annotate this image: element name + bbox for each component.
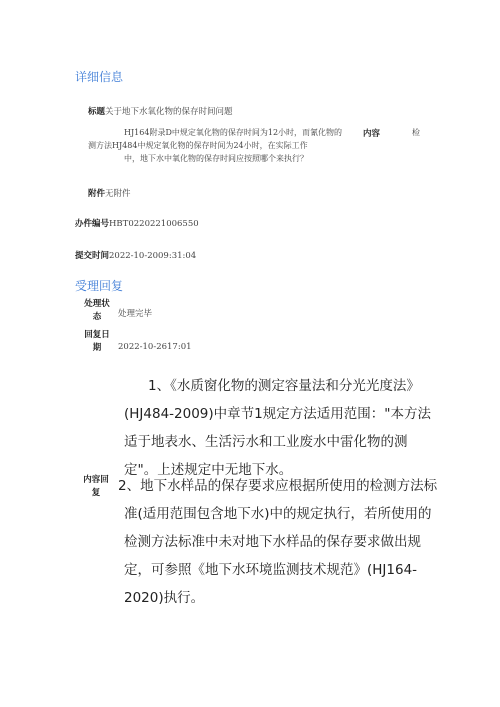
reply-line-8: 定，可参照《地下水环境监测技术规范》(HJ164- bbox=[124, 562, 418, 578]
content-label: 内容 bbox=[363, 129, 381, 139]
submit-time-value: 2022-10-2009:31:04 bbox=[109, 251, 197, 261]
submit-time-label: 提交时间 bbox=[75, 251, 110, 261]
reply-content-label: 内容回 复 bbox=[83, 475, 109, 498]
content-line-2: 测方法HJ484中规定氧化物的保存时间为24小时，在实际工作 bbox=[88, 141, 308, 150]
office-no-value: HBT0220221006550 bbox=[109, 219, 199, 229]
attachment-value: 无附件 bbox=[105, 189, 131, 199]
reply-line-5: 2、地下水样品的保存要求应根据所使用的检测方法标 bbox=[118, 478, 438, 494]
reply-line-6: 准(适用范围包含地下水)中的规定执行，若所使用的 bbox=[124, 506, 432, 522]
title-row bbox=[88, 99, 233, 118]
content-line-3: 中，地下水中氧化物的保存时间应按照哪个来执行？ bbox=[124, 154, 308, 163]
reply-line-4: 定"。上述规定中无地下水。 bbox=[124, 462, 293, 478]
reply-date-value: 2022-10-2617:01 bbox=[118, 342, 192, 352]
attachment-label: 附件 bbox=[88, 189, 106, 199]
reply-line-2: (HJ484-2009)中章节1规定方法适用范围："本方法 bbox=[124, 406, 431, 422]
status-value: 处理完毕 bbox=[118, 309, 153, 319]
detail-section-title: 详细信息 bbox=[75, 70, 124, 84]
office-no-label: 办件编号 bbox=[75, 219, 110, 229]
reply-line-1: 1、《水质窗化物的测定容量法和分光光度法》 bbox=[148, 378, 420, 394]
reply-date-label: 回复日 期 bbox=[84, 330, 110, 353]
office-no-row bbox=[75, 211, 199, 230]
status-label: 处理状 态 bbox=[84, 299, 110, 322]
content-tail: 检 bbox=[412, 128, 420, 137]
content-line-1: HJ164附录D中规定氧化物的保存时间为12小时，而氰化物的 bbox=[124, 128, 343, 137]
reply-line-3: 适于地表水、生活污水和工业废水中雷化物的测 bbox=[124, 434, 408, 450]
reply-line-7: 检测方法标准中未对地下水样品的保存要求做出规 bbox=[124, 534, 421, 550]
reply-line-9: 2020)执行。 bbox=[124, 590, 205, 606]
attachment-row bbox=[88, 181, 131, 200]
submit-time-row bbox=[75, 243, 196, 262]
reply-section-title: 受理回复 bbox=[75, 279, 124, 293]
title-label: 标题 bbox=[88, 107, 106, 117]
title-value: 关于地下水氧化物的保存时间问题 bbox=[105, 107, 233, 117]
